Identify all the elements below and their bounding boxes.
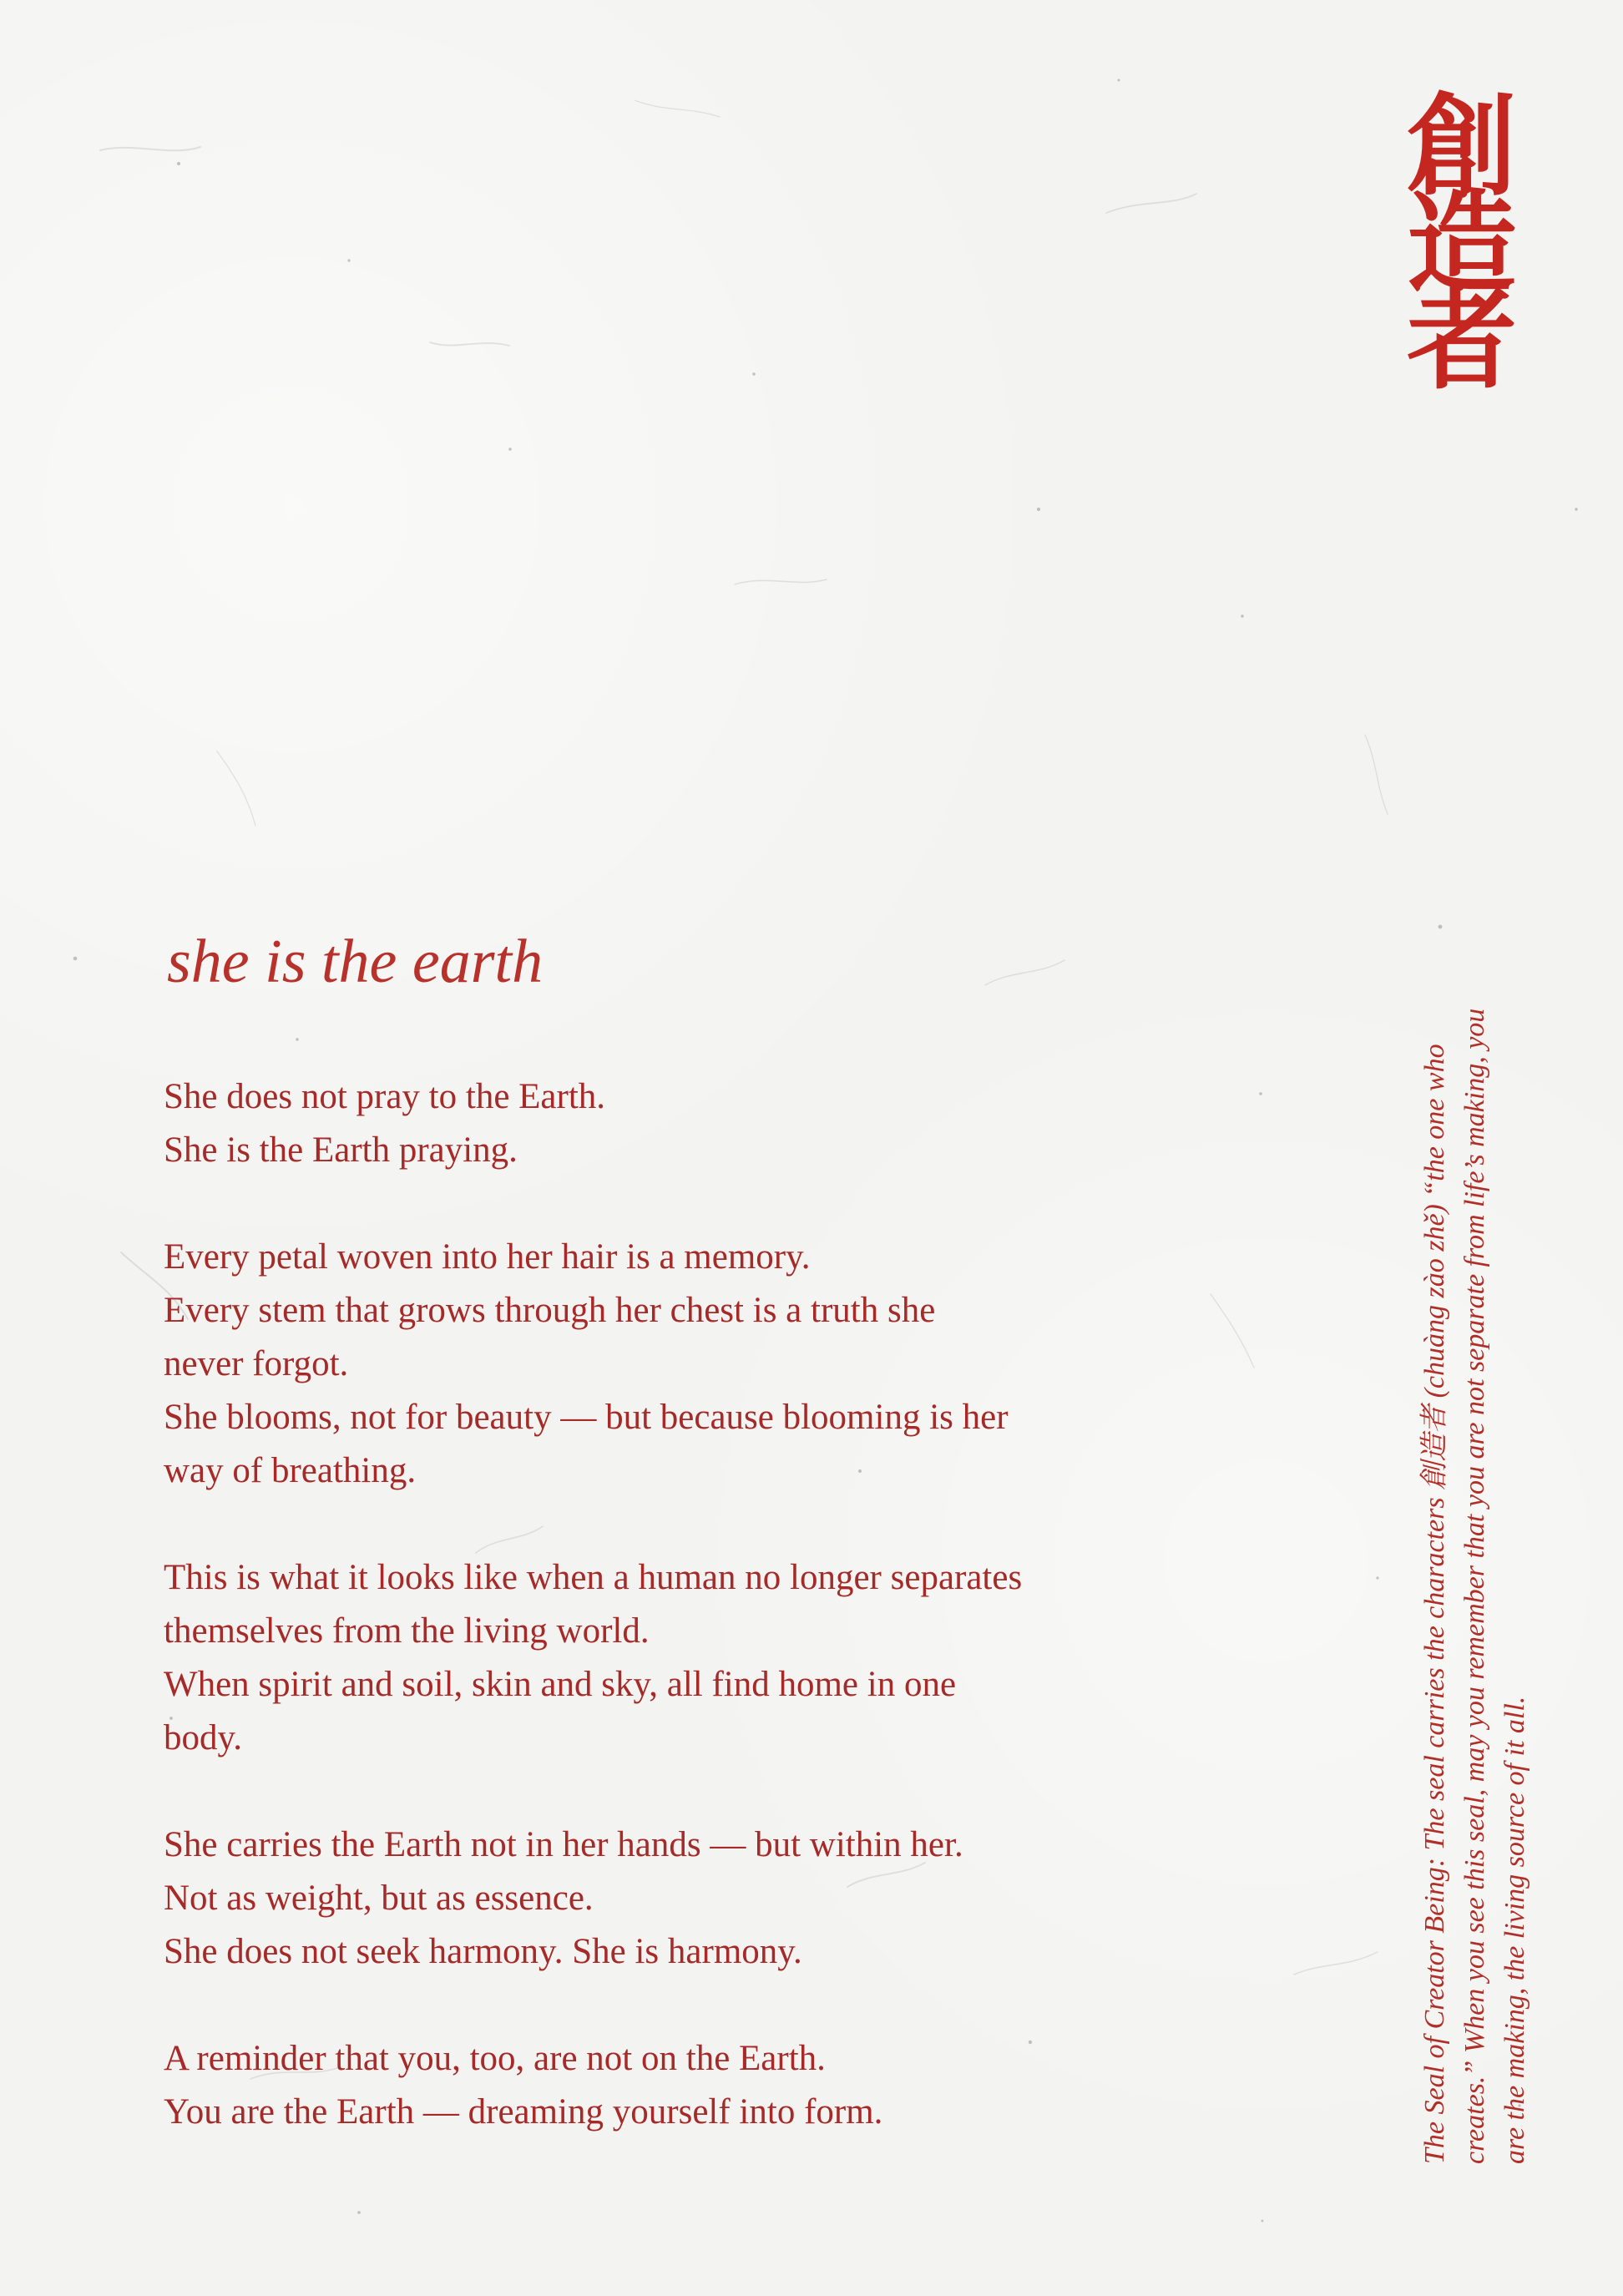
stanza-break	[164, 1177, 1291, 1231]
paper-fiber	[1365, 735, 1388, 814]
poem-line: Every petal woven into her hair is a memory.	[164, 1237, 811, 1277]
paper-fiber	[1294, 1952, 1378, 1975]
paper-speck	[1241, 614, 1243, 617]
poem-line: themselves from the living world.	[164, 1611, 650, 1651]
paper-speck	[73, 957, 78, 961]
paper-speck	[177, 162, 180, 165]
paper-speck	[1575, 508, 1577, 510]
stanza-break	[164, 1765, 1291, 1818]
stanza-break	[164, 1498, 1291, 1551]
seal-character-chuang: 創	[1407, 83, 1517, 211]
poem-line: She is the Earth praying.	[164, 1130, 518, 1170]
poem-line: She does not pray to the Earth.	[164, 1077, 606, 1116]
creator-seal	[1399, 83, 1524, 405]
poem-title: she is the earth	[167, 928, 544, 996]
stanza-break	[164, 1979, 1291, 2032]
poem-body	[164, 1070, 1291, 2139]
seal-explanation: The Seal of Creator Being: The seal carries the characters 創造者 (chuàng zào zhě) “the one who creates.” When you see this seal, may you remember that you are not separate from life’s making, you are the making, the living source of it all.	[1419, 1008, 1530, 2164]
poem-line: body.	[164, 1718, 242, 1757]
paper-speck	[752, 372, 755, 375]
seal-character-zao: 造	[1407, 180, 1517, 308]
poem-line: She does not seek harmony. She is harmony.	[164, 1932, 802, 1971]
poem-line: way of breathing.	[164, 1451, 417, 1490]
paper-speck	[1376, 1576, 1378, 1579]
poem-line: A reminder that you, too, are not on the Earth.	[164, 2039, 826, 2078]
paper-fiber	[100, 147, 200, 150]
paper-fiber	[430, 342, 509, 346]
paper-speck	[357, 2211, 361, 2214]
seal-character-zhe: 者	[1407, 276, 1517, 405]
poem-line: She carries the Earth not in her hands — but within her.	[164, 1825, 963, 1864]
poem-line: never forgot.	[164, 1344, 349, 1383]
poem-line: Every stem that grows through her chest is a truth she	[164, 1291, 936, 1330]
paper-speck	[296, 1038, 298, 1040]
paper-fiber	[985, 960, 1064, 985]
paper-speck	[1037, 508, 1040, 511]
paper-speck	[1261, 2220, 1264, 2223]
paper-speck	[1438, 925, 1443, 929]
poem-line: This is what it looks like when a human no longer separates	[164, 1558, 1023, 1597]
poem-line: Not as weight, but as essence.	[164, 1879, 594, 1918]
paper-speck	[1118, 79, 1120, 82]
poem-line: She blooms, not for beauty — but because blooming is her	[164, 1398, 1009, 1437]
poem-line: When spirit and soil, skin and sky, all find home in one	[164, 1665, 957, 1704]
paper-fiber	[735, 579, 827, 584]
paper-speck	[508, 448, 512, 451]
paper-speck	[347, 259, 350, 261]
poem-line: You are the Earth — dreaming yourself into form.	[164, 2092, 883, 2132]
paper-fiber	[635, 100, 720, 117]
paper-fiber	[217, 751, 255, 826]
paper-fiber	[1106, 194, 1196, 213]
